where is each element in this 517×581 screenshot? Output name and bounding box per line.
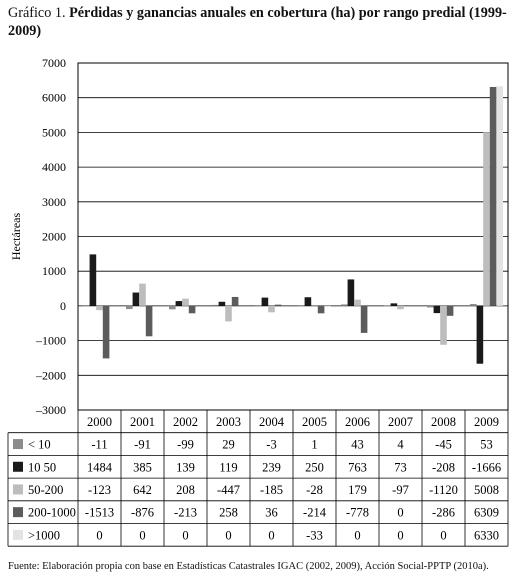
data-label: 179 — [348, 482, 367, 497]
data-label: 0 — [397, 528, 404, 543]
bar — [103, 306, 110, 359]
x-tick-label: 2005 — [302, 414, 327, 429]
data-label: 0 — [139, 528, 146, 543]
bar — [275, 305, 282, 306]
data-label: -286 — [432, 505, 455, 520]
data-label: 0 — [354, 528, 361, 543]
data-label: -213 — [174, 505, 197, 520]
bar — [232, 297, 239, 306]
chart-title-prefix: Gráfico 1. — [8, 5, 66, 21]
bar — [318, 306, 325, 313]
bar — [146, 306, 153, 336]
bar — [133, 293, 140, 306]
y-axis-label: Hectáreas — [9, 212, 23, 261]
x-tick-label: 2001 — [130, 414, 155, 429]
x-tick-label: 2000 — [87, 414, 112, 429]
x-tick-label: 2004 — [259, 414, 284, 429]
data-label: 0 — [96, 528, 103, 543]
data-label: -1120 — [429, 482, 458, 497]
bar — [83, 306, 90, 307]
legend-label: 200-1000 — [28, 505, 76, 520]
bar — [305, 297, 312, 306]
data-label: 29 — [222, 437, 235, 452]
bar — [384, 306, 391, 307]
data-label: 53 — [480, 437, 493, 452]
bar — [298, 306, 305, 307]
bar — [496, 86, 503, 306]
y-tick-label: 1000 — [42, 264, 66, 279]
data-label: 642 — [133, 482, 152, 497]
y-tick-label: 6000 — [42, 90, 66, 105]
data-label: 4 — [397, 437, 404, 452]
data-label: -214 — [303, 505, 326, 520]
bar — [311, 306, 318, 307]
y-tick-label: 7000 — [42, 56, 66, 70]
data-label: -208 — [432, 460, 455, 475]
bar — [440, 306, 447, 345]
bar — [427, 306, 434, 308]
legend-label: < 10 — [28, 437, 51, 452]
x-tick-label: 2008 — [431, 414, 456, 429]
x-tick-label: 2003 — [216, 414, 241, 429]
y-tick-label: 4000 — [42, 160, 66, 175]
data-label: -185 — [260, 482, 283, 497]
data-label: -45 — [435, 437, 452, 452]
bar — [268, 306, 275, 312]
data-label: -876 — [131, 505, 154, 520]
bar — [182, 299, 189, 306]
data-label: 6309 — [474, 505, 499, 520]
data-label: 250 — [305, 460, 324, 475]
data-label: 239 — [262, 460, 281, 475]
bar — [490, 87, 497, 306]
x-tick-label: 2006 — [345, 414, 370, 429]
legend-label: >1000 — [28, 528, 61, 543]
bar — [483, 132, 490, 306]
data-label: 385 — [133, 460, 152, 475]
y-tick-label: 5000 — [42, 125, 66, 140]
data-label: -1666 — [471, 460, 502, 475]
bar — [96, 306, 103, 310]
bar — [341, 304, 348, 305]
y-tick-label: 2000 — [42, 229, 66, 244]
legend-label: 50-200 — [28, 482, 64, 497]
bar — [189, 306, 196, 313]
data-label: -3 — [266, 437, 277, 452]
data-label: 0 — [397, 505, 404, 520]
data-label: -778 — [346, 505, 369, 520]
x-tick-label: 2007 — [388, 414, 413, 429]
data-label: 1 — [311, 437, 318, 452]
data-label: 0 — [440, 528, 447, 543]
data-label: -123 — [88, 482, 111, 497]
y-tick-label: –3000 — [36, 403, 66, 417]
chart-source-note: Fuente: Elaboración propia con base en Estadísticas Catastrales IGAC (2002, 2009), Acción Social-PPTP (2010a). — [8, 561, 489, 572]
legend-swatch — [13, 507, 23, 517]
data-label: -33 — [306, 528, 323, 543]
data-label: 6330 — [474, 528, 499, 543]
legend-swatch — [13, 462, 23, 472]
data-label: 1484 — [87, 460, 112, 475]
bar — [262, 298, 269, 306]
legend-swatch — [13, 530, 23, 540]
data-label: -97 — [392, 482, 409, 497]
data-label: -91 — [134, 437, 151, 452]
data-label: 0 — [182, 528, 189, 543]
y-tick-label: –1000 — [36, 333, 66, 348]
legend-swatch — [13, 484, 23, 494]
bar — [477, 306, 484, 364]
data-label: 36 — [265, 505, 278, 520]
data-label: -1513 — [84, 505, 115, 520]
bar — [169, 306, 176, 309]
bar — [354, 300, 361, 306]
y-tick-label: 3000 — [42, 194, 66, 209]
bar — [255, 306, 262, 307]
data-label: 119 — [219, 460, 238, 475]
bar — [391, 303, 398, 306]
bar — [397, 306, 404, 309]
data-label: 208 — [176, 482, 195, 497]
data-label: -99 — [177, 437, 194, 452]
bar — [470, 304, 477, 306]
bar — [348, 279, 355, 305]
data-label: 73 — [394, 460, 407, 475]
data-label: 0 — [225, 528, 232, 543]
bar — [219, 302, 226, 306]
bar — [176, 301, 183, 306]
x-tick-label: 2002 — [173, 414, 198, 429]
x-tick-label: 2009 — [474, 414, 499, 429]
legend-swatch — [13, 439, 23, 449]
bar — [139, 284, 146, 306]
data-label: -11 — [91, 437, 108, 452]
y-tick-label: 0 — [60, 298, 66, 313]
chart-title-main: Pérdidas y ganancias anuales en cobertura (ha) por rango predial (1999-2009) — [8, 5, 507, 39]
bar — [434, 306, 441, 313]
data-label: 763 — [348, 460, 367, 475]
bar — [212, 305, 219, 306]
data-label: 43 — [351, 437, 364, 452]
data-label: 5008 — [474, 482, 499, 497]
data-label: 258 — [219, 505, 238, 520]
data-label: 0 — [268, 528, 275, 543]
bar — [447, 306, 454, 316]
bar — [126, 306, 133, 309]
data-label: -28 — [306, 482, 323, 497]
bar — [324, 306, 331, 307]
bar — [90, 254, 97, 305]
bar — [361, 306, 368, 333]
legend-label: 10 50 — [28, 460, 57, 475]
data-label: 139 — [176, 460, 195, 475]
bar — [225, 306, 232, 322]
y-tick-label: –2000 — [36, 368, 66, 383]
data-label: -447 — [217, 482, 240, 497]
